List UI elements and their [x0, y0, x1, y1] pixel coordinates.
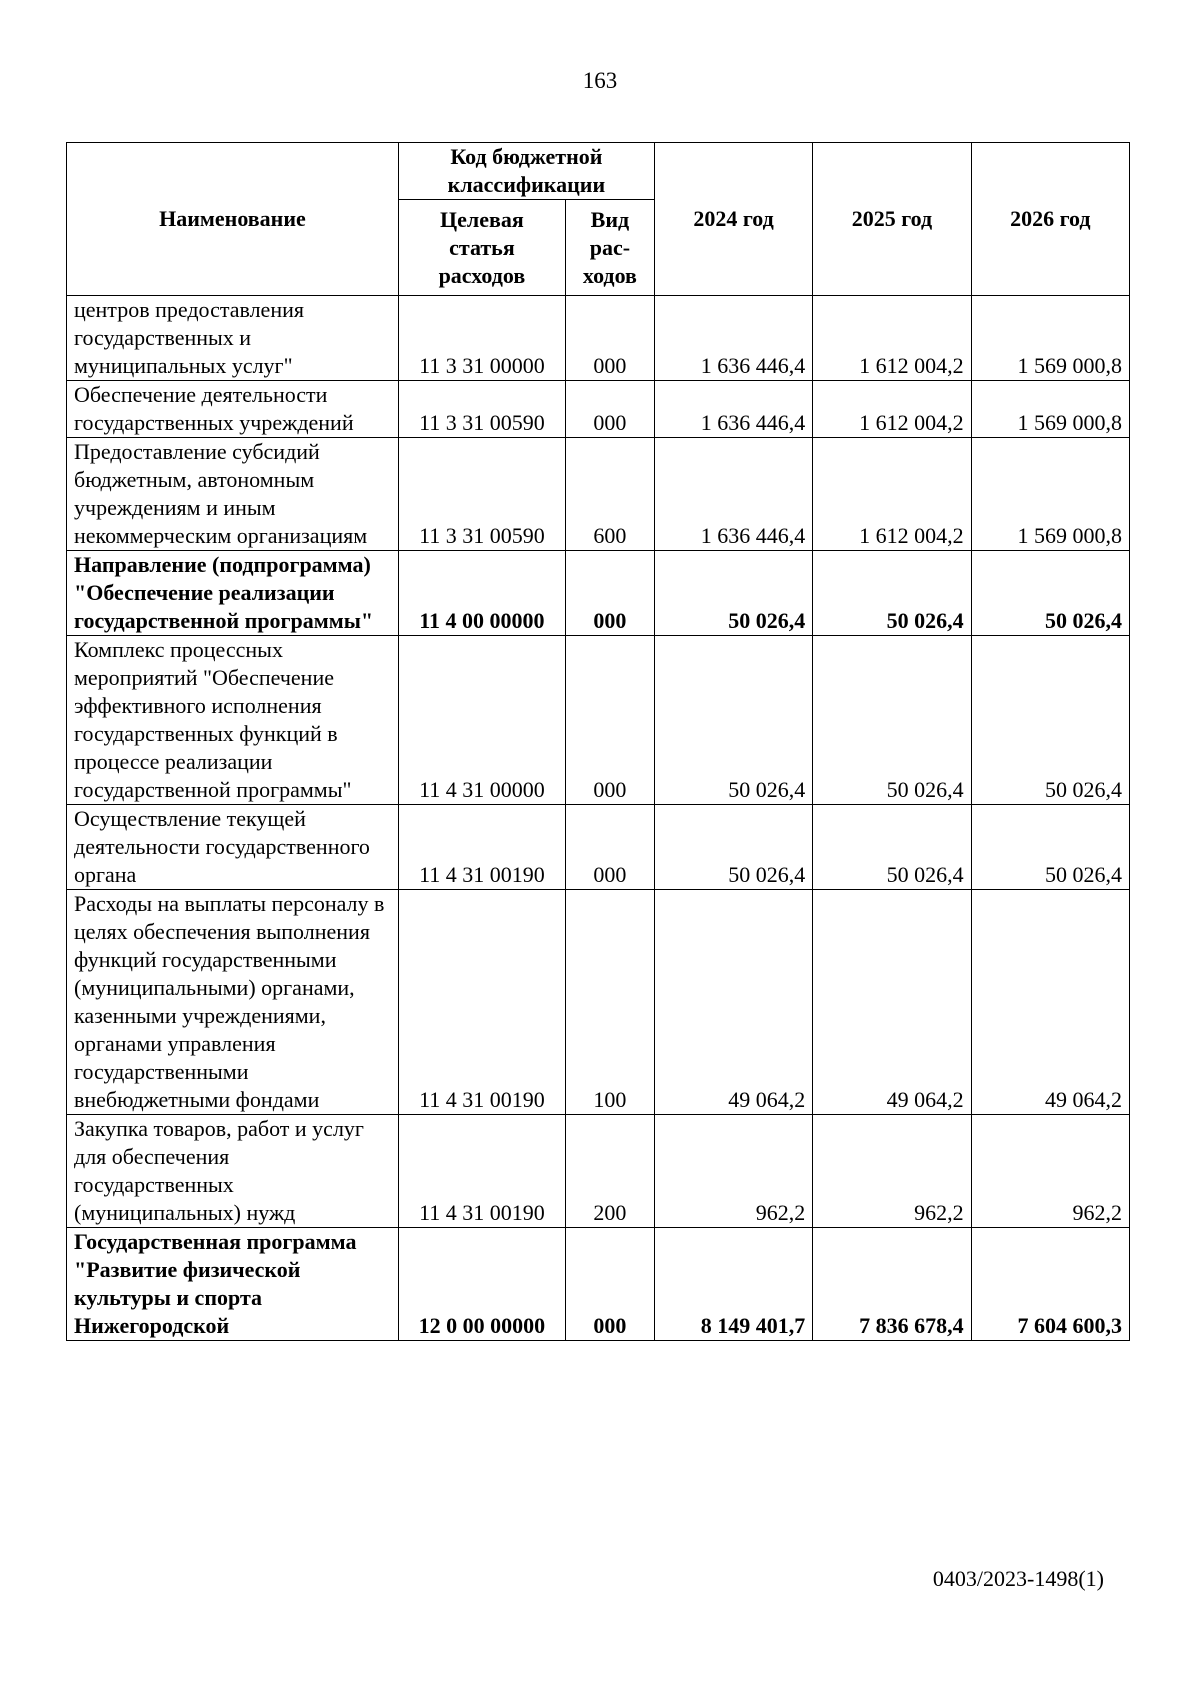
row-value-2024: 50 026,4 — [654, 805, 812, 890]
row-value-2025: 1 612 004,2 — [813, 438, 971, 551]
table-row — [67, 438, 1130, 551]
row-target-article: 12 0 00 00000 — [398, 1228, 565, 1341]
table-row — [67, 296, 1130, 381]
header-target-article: Целевая статья расходов — [398, 200, 565, 296]
row-value-2024: 50 026,4 — [654, 551, 812, 636]
row-value-2026: 50 026,4 — [971, 805, 1129, 890]
table-row — [67, 1228, 1130, 1341]
row-value-2025: 1 612 004,2 — [813, 381, 971, 438]
row-value-2026: 962,2 — [971, 1115, 1129, 1228]
table-row — [67, 890, 1130, 1115]
page-number: 163 — [582, 68, 618, 93]
row-expense-type: 000 — [565, 551, 654, 636]
row-name: Предоставление субсидий бюджетным, автономным учреждениям и иным некоммерческим организациям — [67, 438, 399, 551]
row-value-2025: 50 026,4 — [813, 805, 971, 890]
budget-table — [66, 142, 1130, 1341]
row-value-2024: 49 064,2 — [654, 890, 812, 1115]
row-value-2026: 50 026,4 — [971, 551, 1129, 636]
document-code: 0403/2023-1498(1) — [932, 1566, 1104, 1591]
row-expense-type: 000 — [565, 805, 654, 890]
row-name: Осуществление текущей деятельности государственного органа — [67, 805, 399, 890]
row-target-article: 11 4 31 00190 — [398, 890, 565, 1115]
row-name: Государственная программа "Развитие физической культуры и спорта Нижегородской — [67, 1228, 399, 1341]
row-value-2026: 1 569 000,8 — [971, 296, 1129, 381]
row-expense-type: 000 — [565, 1228, 654, 1341]
row-value-2025: 962,2 — [813, 1115, 971, 1228]
table-row — [67, 551, 1130, 636]
row-value-2024: 8 149 401,7 — [654, 1228, 812, 1341]
header-budget-code: Код бюджетной классификации — [398, 143, 654, 200]
row-target-article: 11 4 00 00000 — [398, 551, 565, 636]
table-header — [67, 143, 1130, 296]
row-expense-type: 000 — [565, 296, 654, 381]
header-year-2025: 2025 год — [813, 143, 971, 296]
row-value-2024: 962,2 — [654, 1115, 812, 1228]
row-value-2026: 1 569 000,8 — [971, 381, 1129, 438]
row-value-2024: 1 636 446,4 — [654, 438, 812, 551]
row-value-2024: 50 026,4 — [654, 636, 812, 805]
row-name: Расходы на выплаты персоналу в целях обеспечения выполнения функций государственными (муниципальными) органами, казенными учреждениями, органами управления государственными внебюджетными фондами — [67, 890, 399, 1115]
row-target-article: 11 4 31 00000 — [398, 636, 565, 805]
row-target-article: 11 3 31 00000 — [398, 296, 565, 381]
row-name: Направление (подпрограмма) "Обеспечение реализации государственной программы" — [67, 551, 399, 636]
row-value-2026: 1 569 000,8 — [971, 438, 1129, 551]
row-target-article: 11 4 31 00190 — [398, 805, 565, 890]
header-year-2024: 2024 год — [654, 143, 812, 296]
row-value-2024: 1 636 446,4 — [654, 381, 812, 438]
row-value-2025: 7 836 678,4 — [813, 1228, 971, 1341]
row-target-article: 11 4 31 00190 — [398, 1115, 565, 1228]
table-row — [67, 1115, 1130, 1228]
row-value-2026: 49 064,2 — [971, 890, 1129, 1115]
row-expense-type: 000 — [565, 381, 654, 438]
row-value-2025: 50 026,4 — [813, 551, 971, 636]
table-body — [67, 296, 1130, 1341]
row-expense-type: 000 — [565, 636, 654, 805]
row-value-2026: 50 026,4 — [971, 636, 1129, 805]
row-name: центров предоставления государственных и муниципальных услуг" — [67, 296, 399, 381]
table-row — [67, 636, 1130, 805]
row-target-article: 11 3 31 00590 — [398, 381, 565, 438]
table-row — [67, 381, 1130, 438]
row-expense-type: 200 — [565, 1115, 654, 1228]
row-target-article: 11 3 31 00590 — [398, 438, 565, 551]
row-name: Комплекс процессных мероприятий "Обеспечение эффективного исполнения государственных функций в процессе реализации государственной программы" — [67, 636, 399, 805]
row-expense-type: 100 — [565, 890, 654, 1115]
row-value-2024: 1 636 446,4 — [654, 296, 812, 381]
row-value-2025: 1 612 004,2 — [813, 296, 971, 381]
header-expense-type: Вид рас-ходов — [565, 200, 654, 296]
row-name: Обеспечение деятельности государственных учреждений — [67, 381, 399, 438]
row-value-2026: 7 604 600,3 — [971, 1228, 1129, 1341]
row-value-2025: 49 064,2 — [813, 890, 971, 1115]
row-value-2025: 50 026,4 — [813, 636, 971, 805]
row-expense-type: 600 — [565, 438, 654, 551]
table-row — [67, 805, 1130, 890]
header-name: Наименование — [67, 143, 399, 296]
row-name: Закупка товаров, работ и услуг для обеспечения государственных (муниципальных) нужд — [67, 1115, 399, 1228]
header-year-2026: 2026 год — [971, 143, 1129, 296]
